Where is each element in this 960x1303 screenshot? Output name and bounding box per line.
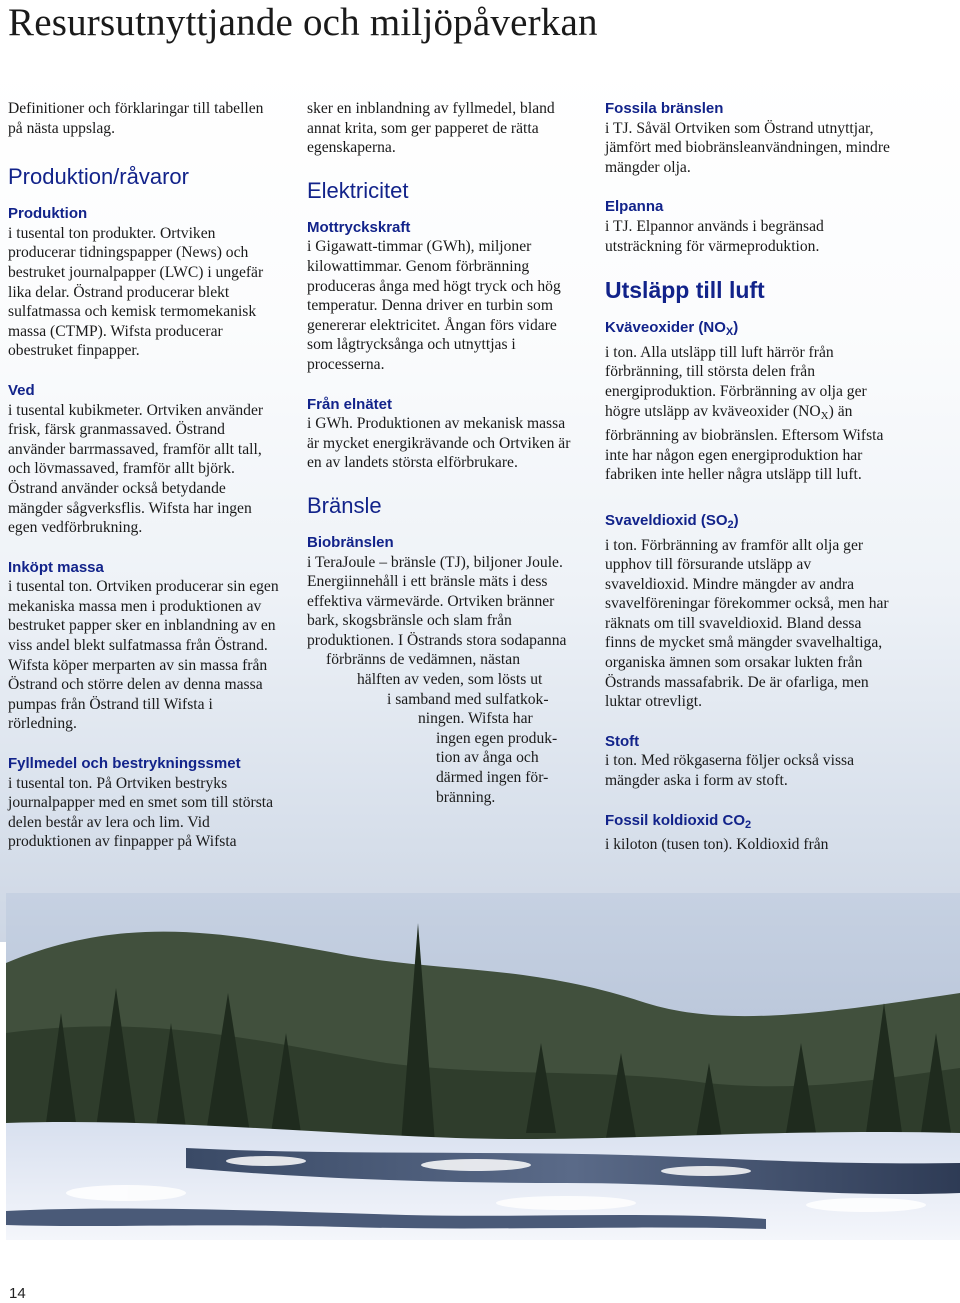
biobransle-line: i samband med sulfatkok- <box>387 690 549 708</box>
fossila-block <box>605 99 895 177</box>
winter-forest-photo <box>6 893 960 1240</box>
mottryckskraft-text: i Gigawatt-timmar (GWh), miljoner kilowattimmar. Genom förbränning produceras ånga med högt tryck och hög temperatur. Denna driver en turbin som genererar elektricitet. Ångan förs vidare som lågtrycksånga och utnyttjas i processerna. <box>307 238 561 373</box>
section-title-elektricitet: Elektricitet <box>307 177 409 203</box>
page-number: 14 <box>9 1285 26 1302</box>
nox-heading: Kväveoxider $(NO_X)$ <box>605 319 739 339</box>
co2-block <box>605 811 895 855</box>
biobransle-line: ingen egen produk- <box>436 729 558 747</box>
biobransle-heading: Biobränslen <box>307 533 394 551</box>
ved-text: i tusental kubikmeter. Ortviken använder frisk, färsk granmassaved. Östrand använder barrmassaved, framför allt tall, och lövmassaved, framför allt björk. Östrand använder också betydande mängder sågverksflis. Wifsta har ingen egen vedförbrukning. <box>8 401 264 537</box>
section-title-utslapp: Utsläpp till luft <box>605 277 765 304</box>
elnat-heading: Från elnätet <box>307 395 393 413</box>
fossila-text: i TJ. Såväl Ortviken som Östrand utnyttjar, jämfört med biobränsleanvändningen, mindre mängder olja. <box>605 119 890 176</box>
biobransle-block <box>307 533 581 807</box>
fossila-heading: Fossila bränslen <box>605 100 724 117</box>
stoft-text: i ton. Med rökgaserna följer också vissa mängder aska i form av stoft. <box>605 752 854 790</box>
so2-heading: Svaveldioxid $(SO_2)$ <box>605 511 739 531</box>
biobransle-line: hälften av veden, som lösts ut <box>357 671 543 689</box>
produktion-heading: Produktion <box>8 205 88 223</box>
elpanna-block <box>605 197 895 256</box>
elnat-text: i GWh. Produktionen av mekanisk massa är mycket energikrävande och Ortviken är en av landets största elförbrukare. <box>307 415 571 472</box>
so2-text: i ton. Förbränning av framför allt olja ger upphov till försurande utsläpp av svaveldioxid. Mindre mängder av andra svavelföreningar förekommer också, men har räknats om till svaveldioxid. Bland dessa finns de mycket små mängder svavelhaltiga, organiska ämnen som orsakar lukten från Östrands massafabrik. De är ofarliga, men luktar otrevligt. <box>605 536 889 711</box>
ved-block <box>8 381 280 538</box>
inkopt-text: i tusental ton. Ortviken producerar sin egen mekaniska massa men i produktionen av bestruket papper sker en inblandning av en viss andel blekt sulfatmassa från Östrand. Wifsta köper merparten av sin massa från Östrand och större delen av denna massa pumpas från Östrand till Wifsta i rörledning. <box>8 578 279 733</box>
biobransle-line: bränning. <box>436 788 496 806</box>
section-title-bransle: Bränsle <box>307 492 382 518</box>
stoft-heading: Stoft <box>605 732 640 750</box>
column-3 <box>605 99 895 875</box>
biobransle-line: tion av ånga och <box>436 749 539 767</box>
biobransle-line: förbränns de vedämnen, nästan <box>326 651 520 669</box>
nox-block <box>605 318 895 485</box>
elpanna-heading: Elpanna <box>605 198 664 216</box>
inkopt-block <box>8 558 280 734</box>
fyllmedel-continued: sker en inblandning av fyllmedel, bland annat krita, som ger papperet de rätta egenskaperna. <box>307 100 555 157</box>
fyllmedel-text: i tusental ton. På Ortviken bestryks journalpapper med en smet som till största delen består av lera och lim. Vid produktionen av finpapper på Wifsta <box>8 774 274 851</box>
biobransle-line: därmed ingen för- <box>436 769 549 787</box>
mottryckskraft-heading: Mottryckskraft <box>307 218 411 236</box>
fyllmedel-block <box>8 754 280 852</box>
section-title-produktion: Produktion/råvaror <box>8 164 189 190</box>
biobransle-line: ningen. Wifsta har <box>418 710 533 728</box>
ved-heading: Ved <box>8 381 35 399</box>
stoft-block <box>605 732 895 791</box>
elpanna-text: i TJ. Elpannor används i begränsad utsträckning för värmeproduktion. <box>605 217 824 255</box>
column-1 <box>8 99 280 872</box>
page-title: Resursutnyttjande och miljöpåverkan <box>8 1 598 44</box>
co2-heading: Fossil koldioxid $CO_2$ <box>605 811 752 831</box>
co2-text: i kiloton (tusen ton). Koldioxid från <box>605 836 829 854</box>
biobransle-text: i TeraJoule – bränsle (TJ), biljoner Joule. Energiinnehåll i ett bränsle mäts i dess effektiva värmevärde. Ortviken bränner bark, skogsbränsle och slam från produktionen. I Östrands stora sodapanna <box>307 553 567 649</box>
column-2 <box>307 99 581 827</box>
elnat-block <box>307 395 581 473</box>
nox-text: i ton. Alla utsläpp till luft härrör från förbränning, till största delen från energiproduktion. Förbränning av olja ger högre utsläpp av kväveoxider $(NO_X)$ än förbränning av biobränslen. Eftersom Wifsta inte har någon egen energiproduktion har fabriken inte heller några utsläpp till luft. <box>605 343 884 484</box>
fyllmedel-heading: Fyllmedel och bestrykningssmet <box>8 755 241 773</box>
inkopt-heading: Inköpt massa <box>8 558 104 576</box>
so2-block <box>605 511 895 712</box>
intro-text: Definitioner och förklaringar till tabellen på nästa uppslag. <box>8 100 264 137</box>
produktion-text: i tusental ton produkter. Ortviken producerar tidningspapper (News) och bestruket journalpapper (LWC) i ungefär lika delar. Östrand producerar blekt sulfatmassa och kemisk termomekanisk massa (CTMP). Wifsta producerar obestruket finpapper. <box>8 224 264 360</box>
mottryckskraft-block <box>307 218 581 375</box>
produktion-block <box>8 204 280 361</box>
